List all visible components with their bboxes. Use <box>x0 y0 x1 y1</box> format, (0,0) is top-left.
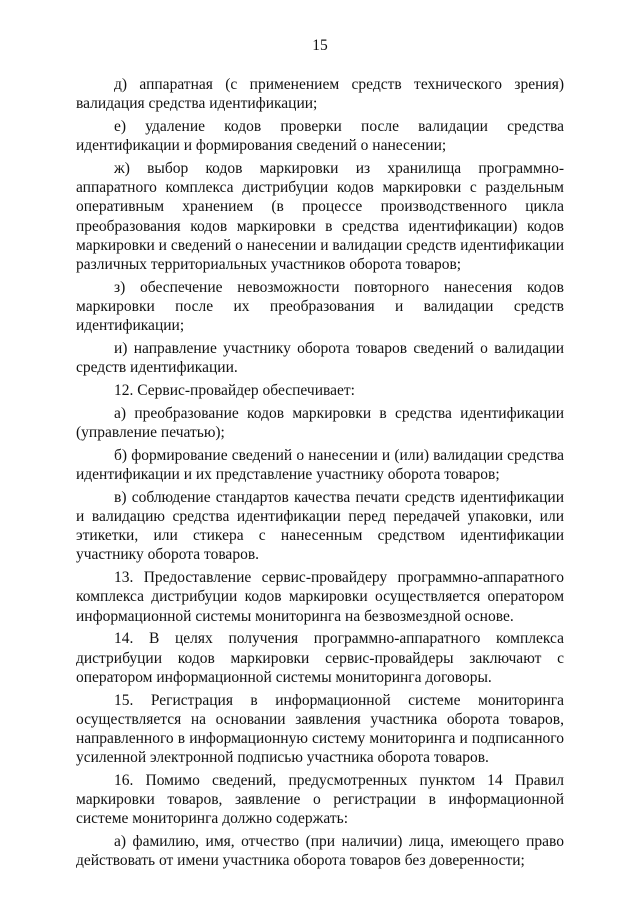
page-number: 15 <box>312 37 328 54</box>
paragraph-i-send-validation-info: и) направление участнику оборота товаров сведений о валидации средств идентификации. <box>76 340 564 377</box>
paragraph-e-removal-of-check-codes: е) удаление кодов проверки после валидации средства идентификации и формирования сведений о нанесении; <box>76 118 564 155</box>
paragraph-12v-print-quality: в) соблюдение стандартов качества печати средств идентификации и валидацию средства идентификации перед передачей упаковки, или этикетки, или стикера с нанесенным средством идентификации участнику оборота товаров. <box>76 488 564 564</box>
document-body <box>76 75 564 874</box>
paragraph-16-application-content: 16. Помимо сведений, предусмотренных пунктом 14 Правил маркировки товаров, заявление о регистрации в информационной системе мониторинга должно содержать: <box>76 772 564 828</box>
paragraph-z-prevent-reapplication: з) обеспечение невозможности повторного нанесения кодов маркировки после их преобразования и валидации средств идентификации; <box>76 278 564 335</box>
paragraph-16a-full-name: а) фамилию, имя, отчество (при наличии) лица, имеющего право действовать от имени участника оборота товаров без доверенности; <box>76 833 564 870</box>
paragraph-zh-code-selection: ж) выбор кодов маркировки из хранилища программно-аппаратного комплекса дистрибуции кодов маркировки с раздельным оперативным хранением (в процессе производственного цикла преобразования кодов маркировки в средства идентификации) кодов маркировки и сведений о нанесении и валидации средств идентификации различных территориальных участников оборота товаров; <box>76 160 564 274</box>
paragraph-13-provision: 13. Предоставление сервис-провайдеру программно-аппаратного комплекса дистрибуции кодов маркировки осуществляется оператором информационной системы мониторинга на безвозмездной основе. <box>76 569 564 625</box>
paragraph-14-contracts: 14. В целях получения программно-аппаратного комплекса дистрибуции кодов маркировки сервис-провайдеры заключают с оператором информационной системы мониторинга договоры. <box>76 630 564 686</box>
paragraph-15-registration: 15. Регистрация в информационной системе мониторинга осуществляется на основании заявления участника оборота товаров, направленного в информационную систему мониторинга и подписанного усиленной электронной подписью участника оборота товаров. <box>76 691 564 767</box>
paragraph-12a-conversion: а) преобразование кодов маркировки в средства идентификации (управление печатью); <box>76 404 564 442</box>
paragraph-12-service-provider: 12. Сервис-провайдер обеспечивает: <box>114 382 355 400</box>
paragraph-d-hardware-validation: д) аппаратная (с применением средств технического зрения) валидация средства идентификации; <box>76 76 564 113</box>
paragraph-12b-forming-info: б) формирование сведений о нанесении и (или) валидации средства идентификации и их представление участнику оборота товаров; <box>76 446 564 484</box>
